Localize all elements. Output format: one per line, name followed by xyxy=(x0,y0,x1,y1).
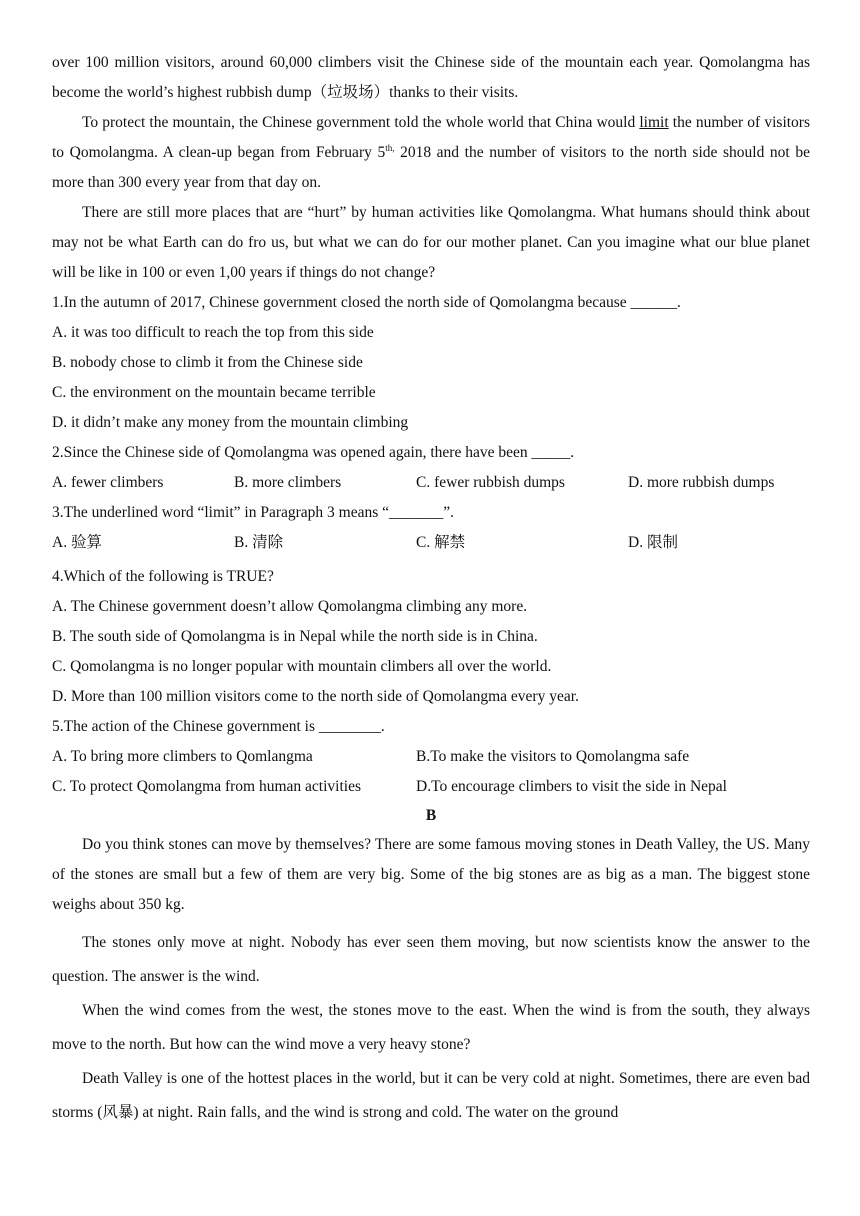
question-1-stem: 1.In the autumn of 2017, Chinese government closed the north side of Qomolangma because ______. xyxy=(52,294,681,311)
question-1-option-b: B. nobody chose to climb it from the Chinese side xyxy=(52,354,363,371)
document-page xyxy=(52,48,810,1130)
question-5-option-c: C. To protect Qomolangma from human activities xyxy=(52,778,361,795)
passage-b-paragraph-1: Do you think stones can move by themselves? There are some famous moving stones in Death Valley, the US. Many of the stones are small but a few of them are very big. Some of the big stones are as big as a man. The biggest stone weighs about 350 kg. xyxy=(52,836,810,913)
passage-a-paragraph-3: There are still more places that are “hurt” by human activities like Qomolangma. What humans should think about may not be what Earth can do fro us, but what we can do for our mother planet. Can you imagine what our blue planet will be like in 100 or even 1,00 years if things do not change? xyxy=(52,204,810,281)
question-2-options xyxy=(52,468,810,498)
passage-a-paragraph-2 xyxy=(52,108,810,198)
passage-a-paragraph-1: over 100 million visitors, around 60,000 climbers visit the Chinese side of the mountain each year. Qomolangma has become the world’s highest rubbish dump（垃圾场）thanks to their visits. xyxy=(52,54,810,101)
question-2-stem: 2.Since the Chinese side of Qomolangma was opened again, there have been _____. xyxy=(52,444,575,461)
question-4-option-a: A. The Chinese government doesn’t allow Qomolangma climbing any more. xyxy=(52,598,528,615)
question-3-option-a: A. 验算 xyxy=(52,534,102,551)
question-1-option-a: A. it was too difficult to reach the top from this side xyxy=(52,324,374,341)
question-4-option-b: B. The south side of Qomolangma is in Nepal while the north side is in China. xyxy=(52,628,538,645)
paragraph-2-text-start: To protect the mountain, the Chinese government told the whole world that China would xyxy=(82,114,640,131)
question-1-option-d: D. it didn’t make any money from the mountain climbing xyxy=(52,414,409,431)
question-3-option-c: C. 解禁 xyxy=(416,534,466,551)
question-3-option-d: D. 限制 xyxy=(628,534,678,551)
question-3-option-b: B. 清除 xyxy=(234,534,284,551)
passage-b-paragraph-2: The stones only move at night. Nobody has ever seen them moving, but now scientists know the answer to the question. The answer is the wind. xyxy=(52,934,810,985)
paragraph-2-text-middle: the number of visitors to Qomolangma. A clean-up began from February 5 xyxy=(52,114,810,161)
passage-b-paragraph-4: Death Valley is one of the hottest places in the world, but it can be very cold at night. Sometimes, there are even bad storms (风暴) at night. Rain falls, and the wind is strong and cold. The water on the ground xyxy=(52,1070,810,1121)
date-superscript: th, xyxy=(385,142,395,153)
question-4-stem: 4.Which of the following is TRUE? xyxy=(52,568,274,585)
question-3-stem: 3.The underlined word “limit” in Paragraph 3 means “_______”. xyxy=(52,504,455,521)
underlined-word-limit: limit xyxy=(639,114,669,131)
question-5-stem: 5.The action of the Chinese government is ________. xyxy=(52,718,385,735)
question-1-option-c: C. the environment on the mountain became terrible xyxy=(52,384,376,401)
question-5-option-a: A. To bring more climbers to Qomlangma xyxy=(52,748,313,765)
question-4-option-c: C. Qomolangma is no longer popular with mountain climbers all over the world. xyxy=(52,658,552,675)
question-5-option-b: B.To make the visitors to Qomolangma safe xyxy=(416,748,690,765)
question-3-options xyxy=(52,528,810,558)
passage-b-paragraph-3: When the wind comes from the west, the stones move to the east. When the wind is from the south, they always move to the north. But how can the wind move a very heavy stone? xyxy=(52,1002,810,1053)
question-5-options-row-1 xyxy=(52,742,810,772)
paragraph-2-text-end: 2018 and the number of visitors to the north side should not be more than 300 every year from that day on. xyxy=(52,144,810,191)
question-2-option-a: A. fewer climbers xyxy=(52,474,164,491)
question-5-options-row-2 xyxy=(52,772,810,802)
passage-b-heading: B xyxy=(425,807,437,824)
question-2-option-c: C. fewer rubbish dumps xyxy=(416,474,565,491)
question-5-option-d: D.To encourage climbers to visit the side in Nepal xyxy=(416,778,727,795)
question-4-option-d: D. More than 100 million visitors come to the north side of Qomolangma every year. xyxy=(52,688,579,705)
question-2-option-d: D. more rubbish dumps xyxy=(628,474,775,491)
question-2-option-b: B. more climbers xyxy=(234,474,342,491)
